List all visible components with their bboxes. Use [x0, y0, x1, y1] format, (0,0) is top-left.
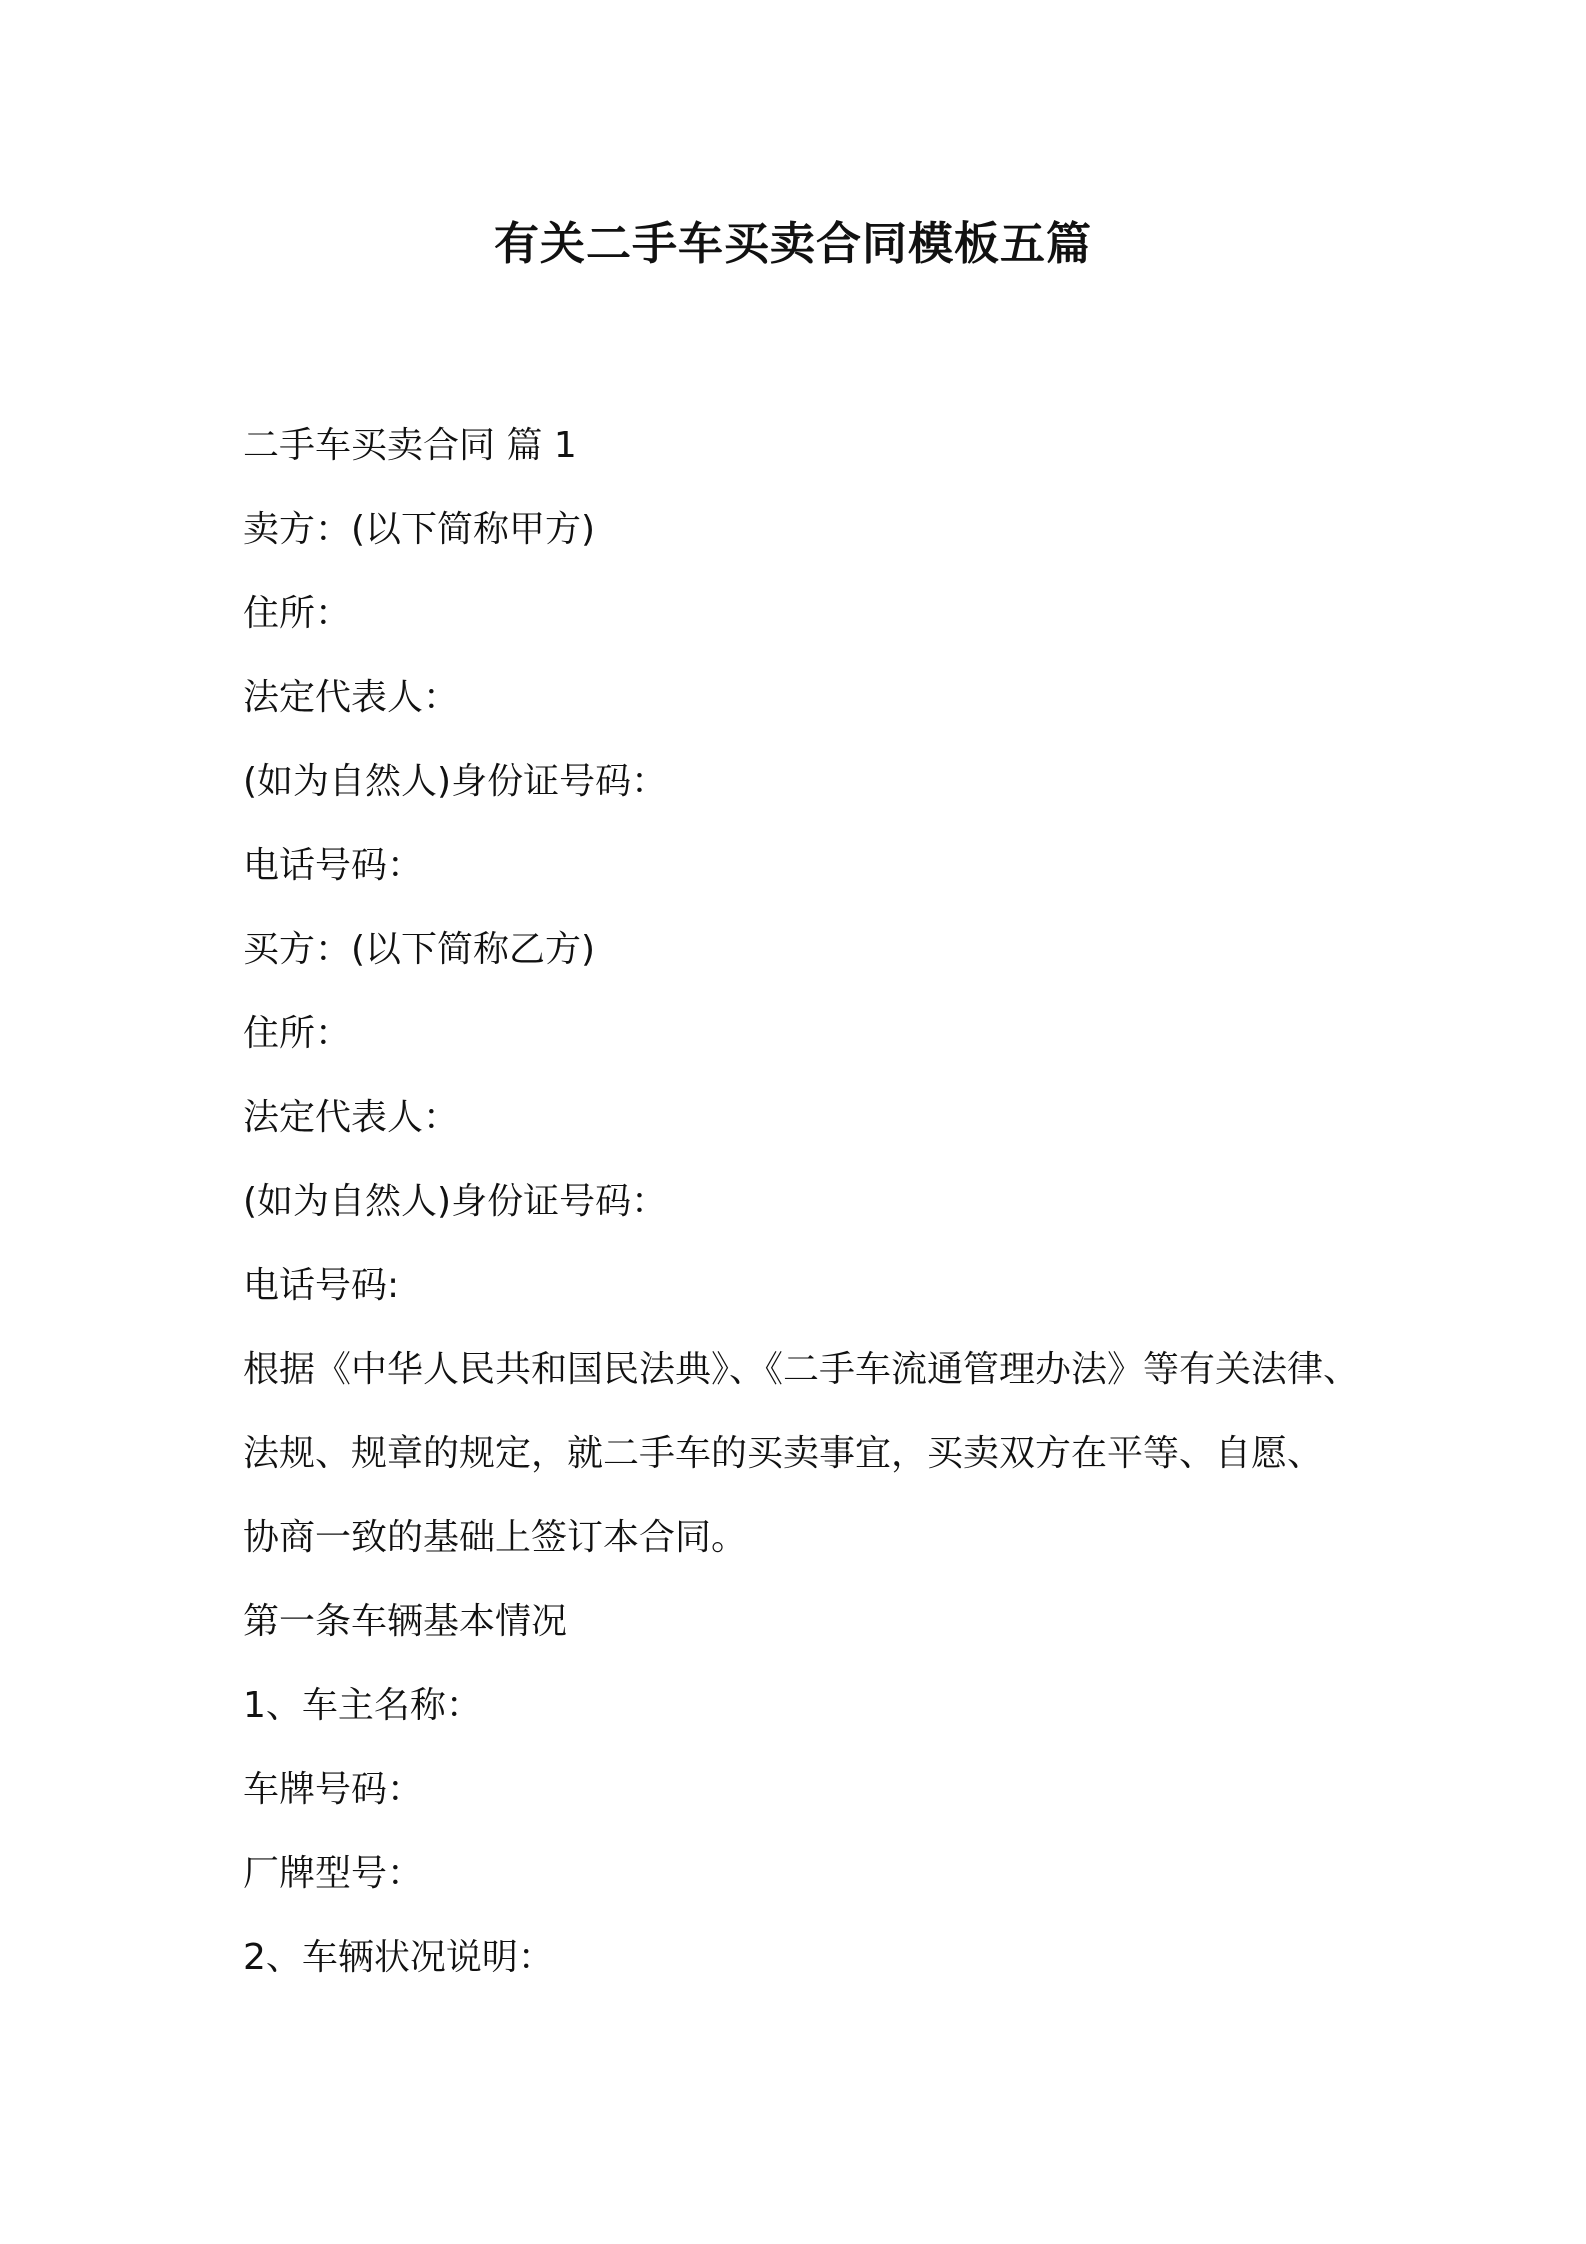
section-heading: 二手车买卖合同 篇 1: [243, 425, 577, 466]
plate-number-line: 车牌号码：: [243, 1769, 424, 1810]
buyer-line: 买方：(以下简称乙方): [243, 929, 596, 970]
owner-name-line: 1、车主名称：: [243, 1685, 482, 1726]
document-body: [243, 404, 1363, 2000]
buyer-address-line: 住所：: [243, 1013, 352, 1054]
buyer-phone-line: 电话号码:: [243, 1265, 400, 1306]
preamble-line-1: 根据《中华人民共和国民法典》、《二手车流通管理办法》等有关法律、: [243, 1349, 1360, 1390]
seller-line: 卖方：(以下简称甲方): [243, 509, 596, 550]
seller-legal-rep-line: 法定代表人：: [243, 677, 460, 718]
buyer-id-line: (如为自然人)身份证号码：: [243, 1181, 668, 1222]
document-title: 有关二手车买卖合同模板五篇: [493, 217, 1092, 270]
seller-id-line: (如为自然人)身份证号码：: [243, 761, 668, 802]
vehicle-condition-line: 2、车辆状况说明：: [243, 1937, 554, 1978]
seller-address-line: 住所：: [243, 593, 352, 634]
buyer-legal-rep-line: 法定代表人：: [243, 1097, 460, 1138]
article-one-heading: 第一条车辆基本情况: [243, 1601, 568, 1642]
seller-phone-line: 电话号码：: [243, 845, 424, 886]
preamble-line-3: 协商一致的基础上签订本合同。: [243, 1517, 748, 1558]
preamble-line-2: 法规、规章的规定，就二手车的买卖事宜，买卖双方在平等、自愿、: [243, 1433, 1324, 1474]
brand-model-line: 厂牌型号：: [243, 1853, 424, 1894]
